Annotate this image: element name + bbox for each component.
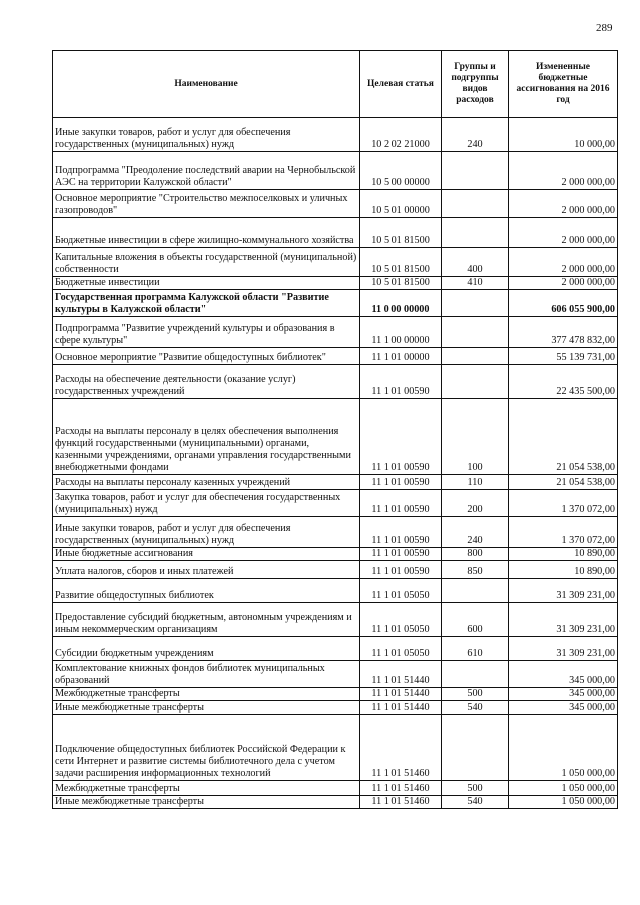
row-code: 11 1 01 51440 [360,661,442,688]
row-amount: 10 890,00 [509,548,618,561]
table-row [53,490,618,517]
row-group: 540 [442,796,509,809]
row-amount: 345 000,00 [509,661,618,688]
table-row [53,781,618,796]
row-group [442,218,509,248]
table-row [53,637,618,661]
row-code: 11 1 01 00000 [360,348,442,365]
table-row [53,277,618,290]
table-row [53,152,618,190]
row-code: 11 1 01 00590 [360,399,442,475]
row-code: 11 1 00 00000 [360,317,442,348]
row-amount: 2 000 000,00 [509,152,618,190]
row-group: 850 [442,561,509,579]
row-group [442,579,509,603]
row-group: 540 [442,701,509,715]
row-name: Закупка товаров, работ и услуг для обеспечения государственных (муниципальных) нужд [53,490,360,517]
row-code: 11 1 01 05050 [360,579,442,603]
row-amount: 21 054 538,00 [509,475,618,490]
row-amount: 1 370 072,00 [509,517,618,548]
row-amount: 2 000 000,00 [509,190,618,218]
row-code: 11 1 01 00590 [360,490,442,517]
row-name: Иные закупки товаров, работ и услуг для обеспечения государственных (муниципальных) нужд [53,517,360,548]
row-group [442,290,509,317]
table-row [53,661,618,688]
row-group: 800 [442,548,509,561]
row-amount: 2 000 000,00 [509,277,618,290]
row-name: Развитие общедоступных библиотек [53,579,360,603]
row-amount: 1 050 000,00 [509,781,618,796]
row-name: Государственная программа Калужской области "Развитие культуры в Калужской области" [53,290,360,317]
row-amount: 606 055 900,00 [509,290,618,317]
budget-table [52,50,618,809]
table-row [53,715,618,781]
row-name: Межбюджетные трансферты [53,781,360,796]
row-amount: 1 050 000,00 [509,715,618,781]
row-name: Подпрограмма "Преодоление последствий аварии на Чернобыльской АЭС на территории Калужской области" [53,152,360,190]
row-code: 11 1 01 00590 [360,517,442,548]
row-group [442,317,509,348]
row-group: 110 [442,475,509,490]
row-amount: 1 050 000,00 [509,796,618,809]
row-code: 10 5 01 00000 [360,190,442,218]
row-code: 10 5 01 81500 [360,277,442,290]
row-code: 10 5 00 00000 [360,152,442,190]
row-name: Уплата налогов, сборов и иных платежей [53,561,360,579]
row-group [442,661,509,688]
row-group: 400 [442,248,509,277]
row-group: 200 [442,490,509,517]
row-code: 11 1 01 51440 [360,688,442,701]
row-code: 10 2 02 21000 [360,118,442,152]
row-amount: 31 309 231,00 [509,579,618,603]
table-row [53,475,618,490]
row-code: 11 1 01 00590 [360,548,442,561]
row-name: Основное мероприятие "Развитие общедоступных библиотек" [53,348,360,365]
row-amount: 2 000 000,00 [509,248,618,277]
table-row [53,348,618,365]
row-code: 11 1 01 05050 [360,603,442,637]
row-name: Расходы на выплаты персоналу казенных учреждений [53,475,360,490]
row-code: 10 5 01 81500 [360,218,442,248]
row-code: 11 1 01 51440 [360,701,442,715]
table-row [53,517,618,548]
table-row [53,317,618,348]
page-number: 289 [596,22,613,34]
row-name: Основное мероприятие "Строительство межпоселковых и уличных газопроводов" [53,190,360,218]
header-code: Целевая статья [360,51,442,118]
header-name: Наименование [53,51,360,118]
row-group: 100 [442,399,509,475]
row-code: 11 1 01 00590 [360,561,442,579]
table-row [53,290,618,317]
row-name: Предоставление субсидий бюджетным, автономным учреждениям и иным некоммерческим организациям [53,603,360,637]
row-name: Межбюджетные трансферты [53,688,360,701]
row-group: 410 [442,277,509,290]
row-group [442,348,509,365]
row-amount: 22 435 500,00 [509,365,618,399]
row-amount: 31 309 231,00 [509,603,618,637]
table-row [53,561,618,579]
row-group: 500 [442,688,509,701]
row-name: Бюджетные инвестиции в сфере жилищно-коммунального хозяйства [53,218,360,248]
row-amount: 345 000,00 [509,688,618,701]
row-name: Подпрограмма "Развитие учреждений культуры и образования в сфере культуры" [53,317,360,348]
row-code: 11 1 01 00590 [360,365,442,399]
row-amount: 10 890,00 [509,561,618,579]
table-row [53,796,618,809]
row-name: Подключение общедоступных библиотек Российской Федерации к сети Интернет и развитие системы библиотечного дела с учетом задачи расширения информационных технологий [53,715,360,781]
row-name: Иные межбюджетные трансферты [53,796,360,809]
row-name: Капитальные вложения в объекты государственной (муниципальной) собственности [53,248,360,277]
table-row [53,399,618,475]
row-amount: 1 370 072,00 [509,490,618,517]
row-group [442,365,509,399]
row-code: 11 1 01 51460 [360,715,442,781]
row-code: 11 0 00 00000 [360,290,442,317]
table-row [53,218,618,248]
row-amount: 10 000,00 [509,118,618,152]
row-name: Комплектование книжных фондов библиотек муниципальных образований [53,661,360,688]
row-code: 11 1 01 51460 [360,796,442,809]
row-name: Иные закупки товаров, работ и услуг для обеспечения государственных (муниципальных) нужд [53,118,360,152]
row-name: Расходы на обеспечение деятельности (оказание услуг) государственных учреждений [53,365,360,399]
row-amount: 55 139 731,00 [509,348,618,365]
row-amount: 21 054 538,00 [509,399,618,475]
table-row [53,190,618,218]
row-group: 240 [442,118,509,152]
table-row [53,688,618,701]
row-code: 11 1 01 00590 [360,475,442,490]
row-name: Расходы на выплаты персоналу в целях обеспечения выполнения функций государственными (муниципальными) органами, казенными учреждениями, органами управления государственными внебюджетными фондами [53,399,360,475]
row-amount: 2 000 000,00 [509,218,618,248]
row-amount: 31 309 231,00 [509,637,618,661]
row-name: Иные бюджетные ассигнования [53,548,360,561]
header-amount: Измененные бюджетные ассигнования на 2016 год [509,51,618,118]
row-group [442,715,509,781]
row-name: Бюджетные инвестиции [53,277,360,290]
row-name: Иные межбюджетные трансферты [53,701,360,715]
header-group: Группы и подгруппы видов расходов [442,51,509,118]
row-code: 11 1 01 51460 [360,781,442,796]
row-group: 500 [442,781,509,796]
table-row [53,603,618,637]
table-row [53,701,618,715]
row-code: 11 1 01 05050 [360,637,442,661]
row-code: 10 5 01 81500 [360,248,442,277]
row-name: Субсидии бюджетным учреждениям [53,637,360,661]
row-group [442,190,509,218]
row-group: 240 [442,517,509,548]
row-group: 600 [442,603,509,637]
row-group [442,152,509,190]
row-group: 610 [442,637,509,661]
table-row [53,579,618,603]
table-row [53,548,618,561]
table-row [53,248,618,277]
row-amount: 377 478 832,00 [509,317,618,348]
row-amount: 345 000,00 [509,701,618,715]
header-row [53,51,618,118]
table-row [53,118,618,152]
table-row [53,365,618,399]
